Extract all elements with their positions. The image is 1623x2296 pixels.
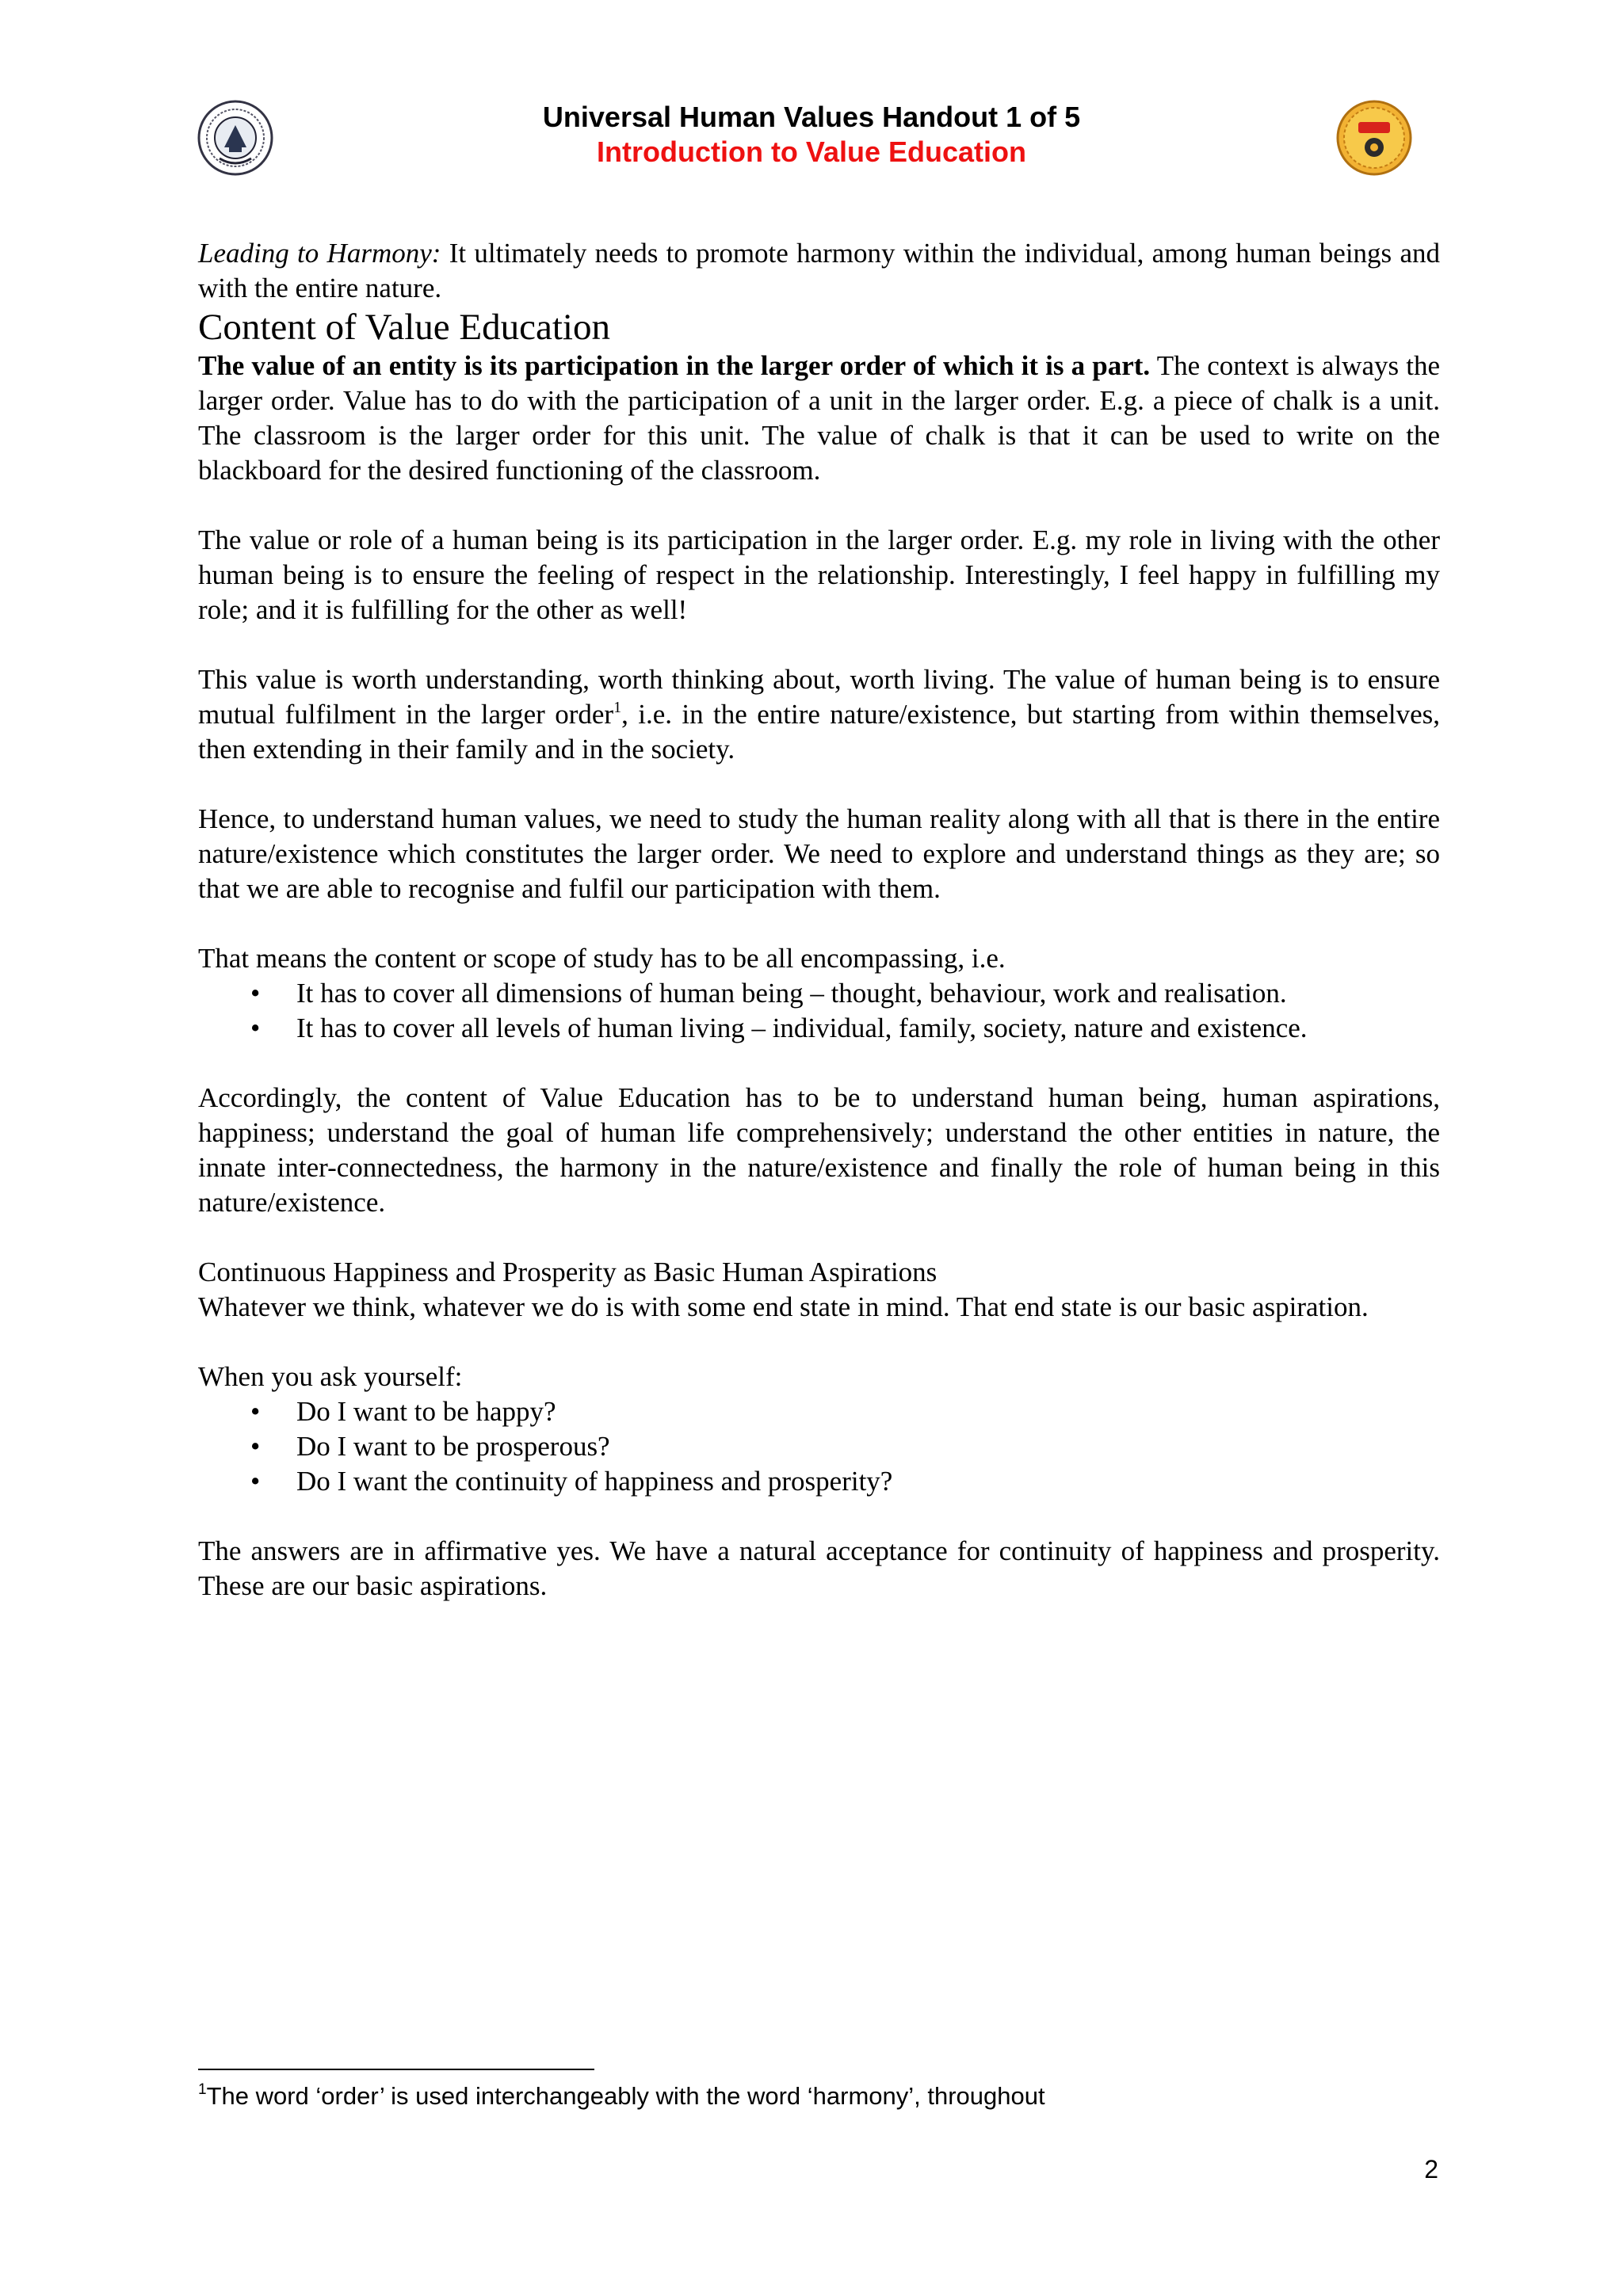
paragraph-end-state: Whatever we think, whatever we do is with some end state in mind. That end state is our basic aspiration. bbox=[198, 1291, 1369, 1322]
paragraph-text: The context is always the larger order. Value has to do with the participation of a unit in the larger order. E.g. a piece of chalk is a unit. The classroom is the larger order for this unit. The value of chalk is that it can be used to write on the blackboard for the desired functioning of the classroom. bbox=[198, 350, 1440, 486]
list-item: • Do I want to be happy? bbox=[198, 1394, 1440, 1429]
paragraph-text: , i.e. in the entire nature/existence, but starting from within themselves, then extending in their family and in the society. bbox=[198, 699, 1440, 765]
questions-list bbox=[198, 1394, 1440, 1499]
footnote-divider bbox=[198, 2069, 594, 2070]
paragraph-mutual-fulfilment bbox=[198, 662, 1440, 767]
footnote-text: The word ‘order’ is used interchangeably with the word ‘harmony’, throughout bbox=[206, 2082, 1045, 2110]
intro-label: Leading to Harmony: bbox=[198, 238, 441, 269]
footnote bbox=[198, 2081, 1434, 2112]
paragraph-bold-lead: The value of an entity is its participation in the larger order of which it is a part. bbox=[198, 350, 1151, 381]
header-title: Universal Human Values Handout 1 of 5 bbox=[542, 101, 1081, 133]
paragraph-text: This value is worth understanding, worth thinking about, worth living. The value of human being is to ensure mutual fulfilment in the larger order bbox=[198, 664, 1440, 730]
document-body bbox=[198, 236, 1440, 1604]
intro-text: It ultimately needs to promote harmony within the individual, among human beings and with the entire nature. bbox=[198, 238, 1440, 303]
page-number: 2 bbox=[1424, 2155, 1438, 2183]
section-heading: Content of Value Education bbox=[198, 307, 610, 348]
paragraph-ask-yourself: When you ask yourself: bbox=[198, 1361, 463, 1392]
subheading-aspirations: Continuous Happiness and Prosperity as Basic Human Aspirations bbox=[198, 1257, 938, 1287]
header-subtitle: Introduction to Value Education bbox=[596, 135, 1026, 168]
list-item: • Do I want to be prosperous? bbox=[198, 1429, 1440, 1464]
footnote-reference[interactable]: 1 bbox=[613, 699, 622, 716]
paragraph-entity-value bbox=[198, 349, 1440, 488]
document-header bbox=[0, 100, 1623, 170]
paragraph-scope: That means the content or scope of study has to be all encompassing, i.e. bbox=[198, 943, 1006, 974]
scope-list bbox=[198, 976, 1440, 1046]
list-item: • It has to cover all dimensions of human being – thought, behaviour, work and realisation. bbox=[198, 976, 1440, 1011]
paragraph-understand-values: Hence, to understand human values, we need to study the human reality along with all that is there in the entire nature/existence which constitutes the larger order. We need to explore and understand things as they are; so that we are able to recognise and fulfil our participation with them. bbox=[198, 803, 1440, 904]
list-item: • Do I want the continuity of happiness and prosperity? bbox=[198, 1464, 1440, 1499]
intro-paragraph bbox=[198, 236, 1440, 306]
footnote-marker: 1 bbox=[198, 2081, 207, 2098]
paragraph-human-role: The value or role of a human being is its participation in the larger order. E.g. my role in living with the other human being is to ensure the feeling of respect in the relationship. Interestingly, I feel happy in fulfilling my role; and it is fulfilling for the other as well! bbox=[198, 524, 1440, 625]
paragraph-answers: The answers are in affirmative yes. We have a natural acceptance for continuity of happiness and prosperity. These are our basic aspirations. bbox=[198, 1535, 1440, 1601]
paragraph-content-summary: Accordingly, the content of Value Education has to be to understand human being, human aspirations, happiness; understand the goal of human life comprehensively; understand the other entities in nature, the innate inter-connectedness, the harmony in the nature/existence and finally the role of human being in this nature/existence. bbox=[198, 1082, 1440, 1218]
list-item: • It has to cover all levels of human living – individual, family, society, nature and existence. bbox=[198, 1011, 1440, 1046]
